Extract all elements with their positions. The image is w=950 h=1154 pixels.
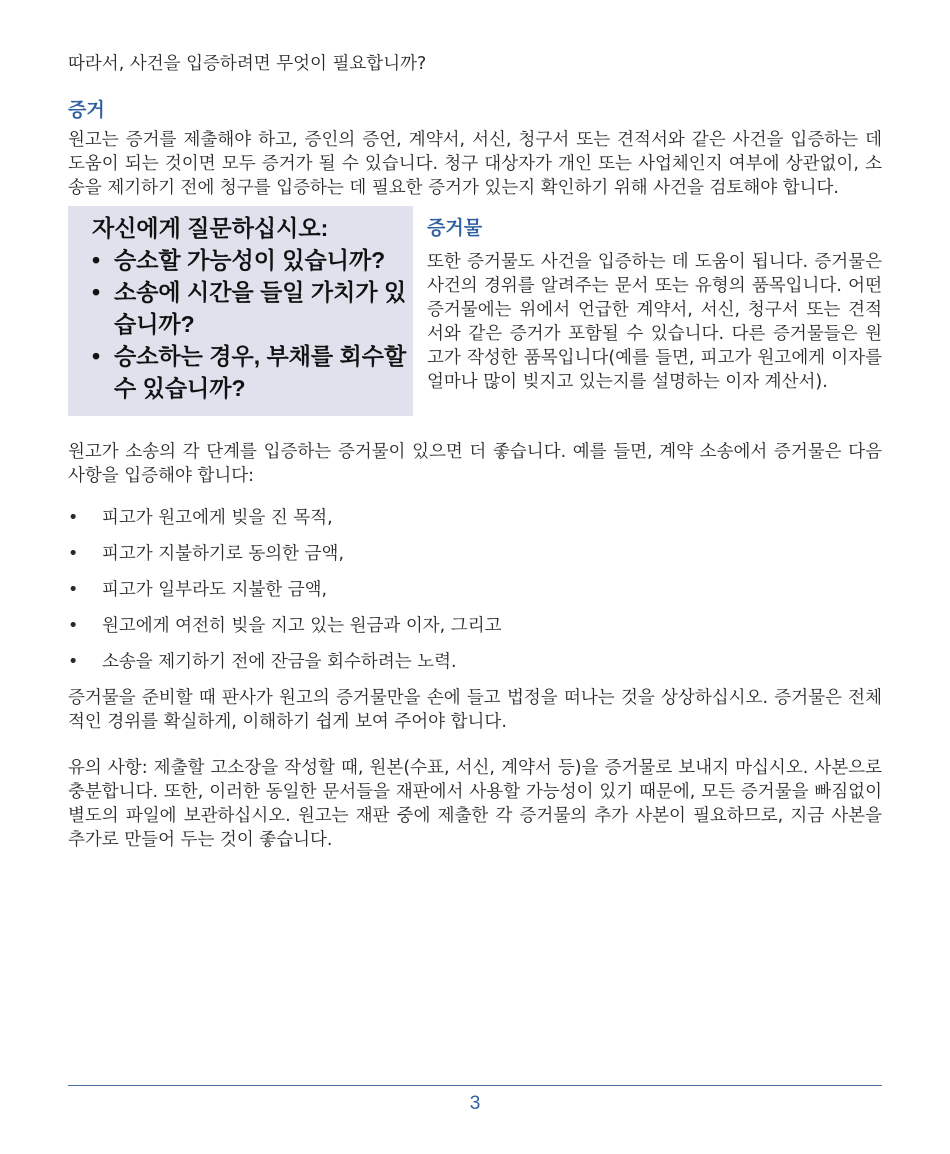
exhibit-requirements-list — [68, 506, 882, 674]
note-paragraph: 유의 사항: 제출할 고소장을 작성할 때, 원본(수표, 서신, 계약서 등)을 증거물로 보내지 마십시오. 사본으로 충분합니다. 또한, 이러한 동일한 문서들을 재판에서 사용할 가능성이 있기 때문에, 모든 증거물을 빠짐없이 별도의 파일에 보관하십시오. 원고는 재판 중에 제출한 각 증거물의 추가 사본이 필요하므로, 지금 사본을 추가로 만들어 두는 것이 좋습니다. — [68, 758, 882, 850]
exhibits-heading: 증거물 — [427, 217, 483, 239]
list-item: • 피고가 지불하기로 동의한 금액, — [68, 542, 882, 566]
evidence-body: 원고는 증거를 제출해야 하고, 증인의 증언, 계약서, 서신, 청구서 또는 견적서와 같은 사건을 입증하는 데 도움이 되는 것이면 모두 증거가 될 수 있습니다. 청구 대상자가 개인 또는 사업체인지 여부에 상관없이, 소송을 제기하기 전에 청구를 입증하는 데 필요한 증거가 있는지 확인하기 위해 사건을 검토해야 합니다. — [68, 130, 882, 198]
callout-item: • 승소하는 경우, 부채를 회수할 수 있습니까? — [92, 340, 413, 404]
page-number: 3 — [469, 1093, 481, 1114]
list-item: • 피고가 원고에게 빚을 진 목적, — [68, 506, 882, 530]
intro-question: 따라서, 사건을 입증하려면 무엇이 필요합니까? — [68, 54, 427, 74]
exhibits-paragraph-2: 원고가 소송의 각 단계를 입증하는 증거물이 있으면 더 좋습니다. 예를 들면, 계약 소송에서 증거물은 다음 사항을 입증해야 합니다: — [68, 442, 882, 486]
list-item: • 원고에게 여전히 빚을 지고 있는 원금과 이자, 그리고 — [68, 614, 882, 638]
exhibits-paragraph-3: 증거물을 준비할 때 판사가 원고의 증거물만을 손에 들고 법정을 떠나는 것을 상상하십시오. 증거물은 전체적인 경위를 확실하게, 이해하기 쉽게 보여 주어야 합니다. — [68, 688, 882, 732]
page-content — [68, 52, 882, 852]
question-callout — [68, 206, 413, 416]
callout-title: 자신에게 질문하십시오: — [92, 215, 329, 241]
footer-divider — [68, 1085, 882, 1086]
list-item: • 소송을 제기하기 전에 잔금을 회수하려는 노력. — [68, 650, 882, 674]
exhibits-body: 또한 증거물도 사건을 입증하는 데 도움이 됩니다. 증거물은 사건의 경위를 알려주는 문서 또는 유형의 품목입니다. 어떤 증거물에는 위에서 언급한 계약서, 서신, 청구서 또는 견적서와 같은 증거가 포함될 수 있습니다. 다른 증거물들은 원고가 작성한 품목입니다(예를 들면, 피고가 원고에게 이자를 얼마나 많이 빚지고 있는지를 설명하는 이자 계산서). — [427, 252, 882, 392]
callout-list — [92, 244, 413, 404]
list-item: • 피고가 일부라도 지불한 금액, — [68, 578, 882, 602]
evidence-heading: 증거 — [68, 99, 105, 121]
callout-item: • 승소할 가능성이 있습니까? — [92, 244, 413, 276]
callout-item: • 소송에 시간을 들일 가치가 있습니까? — [92, 276, 413, 340]
